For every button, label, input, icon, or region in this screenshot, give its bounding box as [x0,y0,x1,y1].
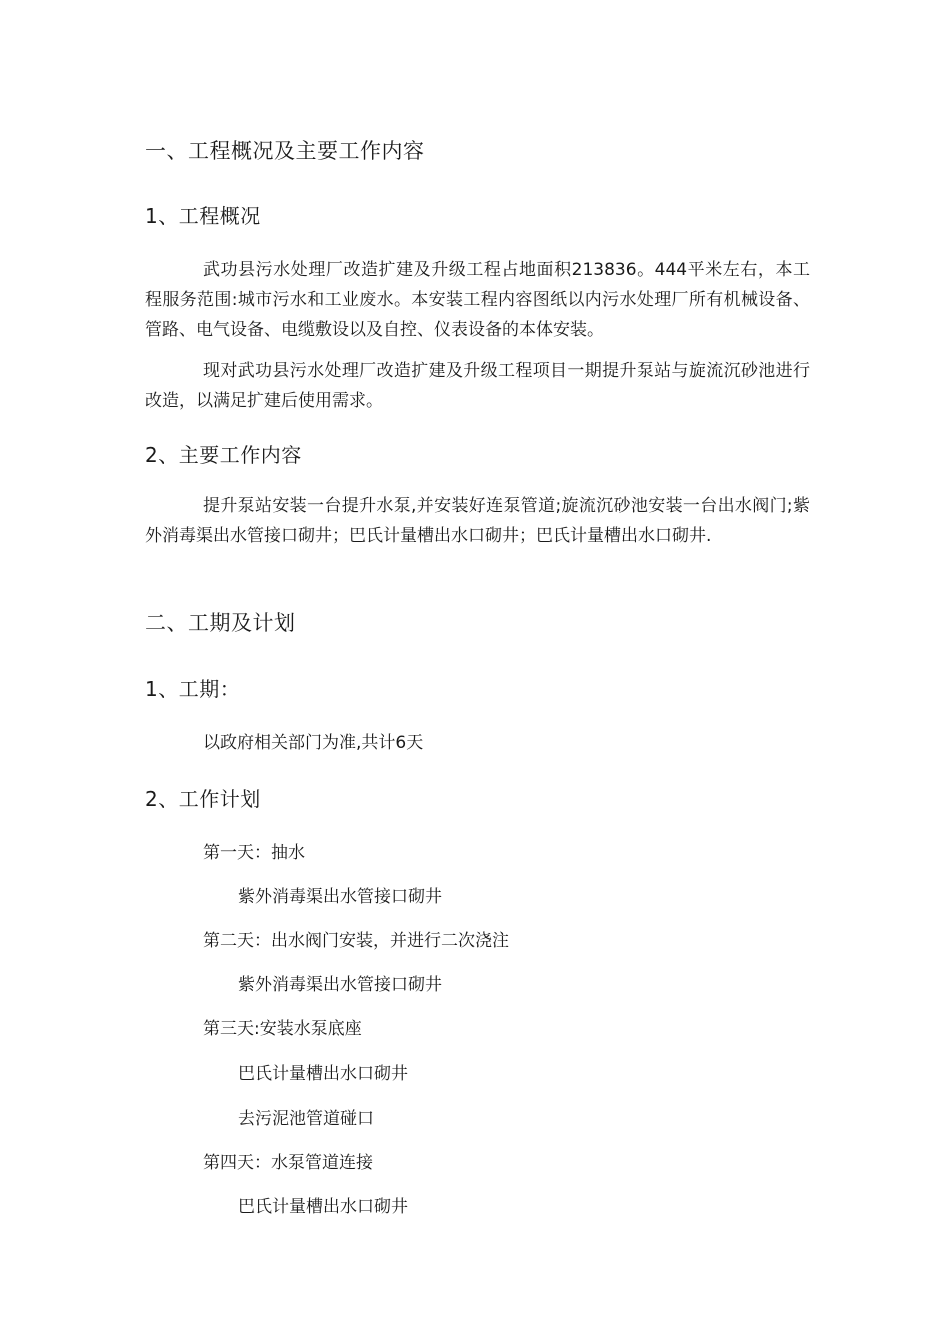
section-2-heading: 二、工期及计划 [145,611,296,635]
project-overview-paragraph: 武功县污水处理厂改造扩建及升级工程占地面积213836。444平米左右，本工程服务范围:城市污水和工业废水。本安装工程内容图纸以内污水处理厂所有机械设备、管路、电气设备、电缆敷设以及自控、仪表设备的本体安装。 [145,260,810,340]
plan-day-1: 第一天：抽水 [203,843,305,863]
duration-text: 以政府相关部门为准,共计6天 [203,733,424,753]
plan-day-1-item: 紫外消毒渠出水管接口砌井 [238,887,442,907]
renovation-paragraph: 现对武功县污水处理厂改造扩建及升级工程项目一期提升泵站与旋流沉砂池进行改造，以满足扩建后使用需求。 [145,361,810,411]
plan-day-4: 第四天：水泵管道连接 [203,1153,373,1173]
plan-day-4-item: 巴氏计量槽出水口砌井 [238,1197,408,1217]
plan-day-3-item-1: 巴氏计量槽出水口砌井 [238,1064,408,1084]
subsection-2-2-heading: 2、工作计划 [145,787,261,811]
subsection-2-1-heading: 1、工期： [145,677,241,701]
main-work-paragraph: 提升泵站安装一台提升水泵,并安装好连泵管道;旋流沉砂池安装一台出水阀门;紫外消毒渠出水管接口砌井；巴氏计量槽出水口砌井；巴氏计量槽出水口砌井. [145,496,810,546]
subsection-1-2-heading: 2、主要工作内容 [145,443,302,467]
plan-day-3-item-2: 去污泥池管道碰口 [238,1109,374,1129]
plan-day-3: 第三天:安装水泵底座 [203,1019,362,1039]
subsection-1-1-heading: 1、工程概况 [145,204,261,228]
plan-day-2: 第二天：出水阀门安装，并进行二次浇注 [203,931,509,951]
plan-day-2-item: 紫外消毒渠出水管接口砌井 [238,975,442,995]
section-1-heading: 一、工程概况及主要工作内容 [145,139,425,163]
